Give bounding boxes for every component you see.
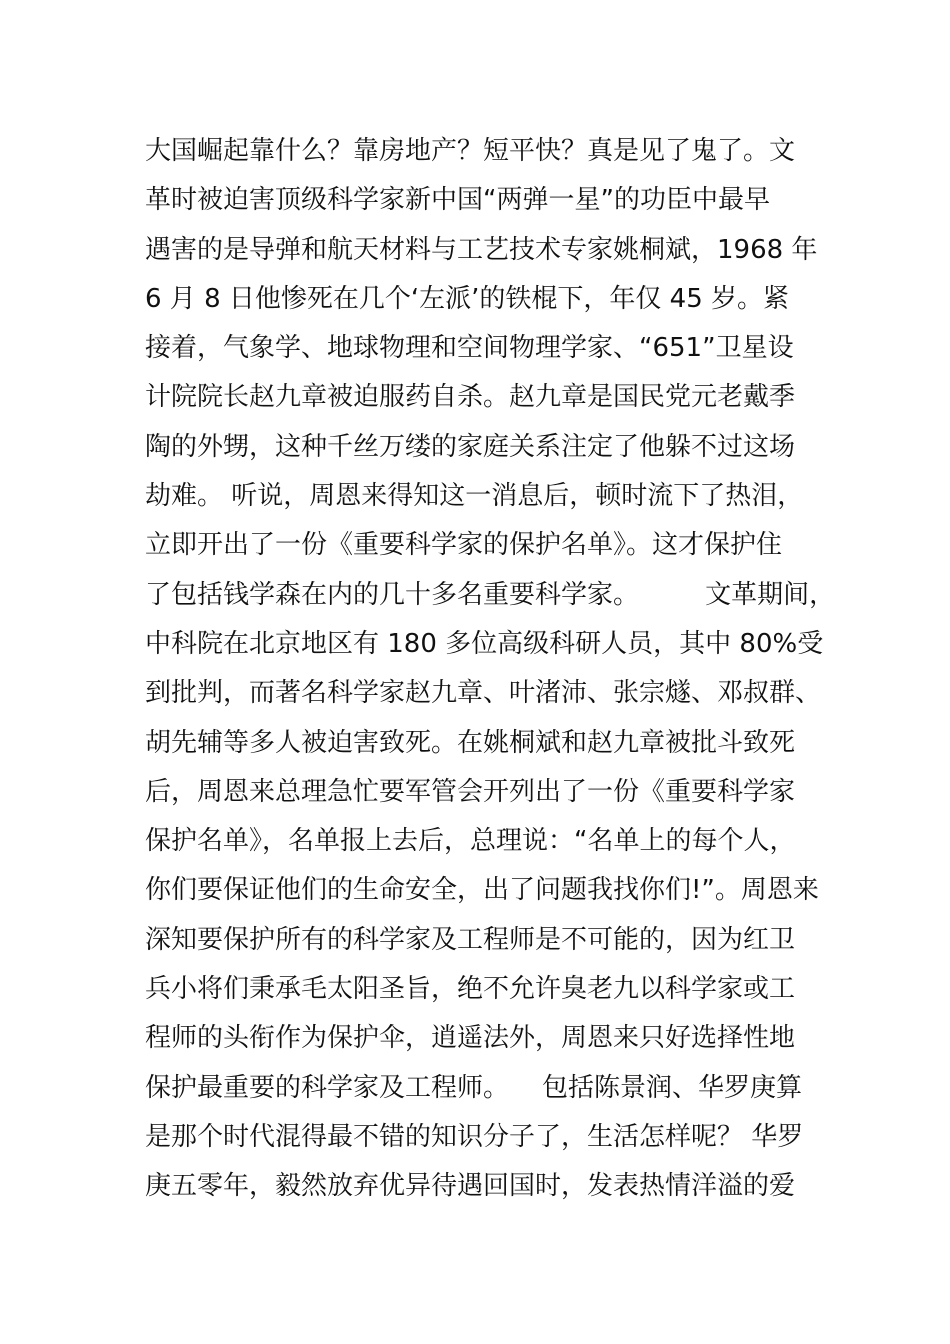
text-line: 庚五零年，毅然放弃优异待遇回国时，发表热情洋溢的爱 [145,1171,796,1202]
text-line: 深知要保护所有的科学家及工程师是不可能的，因为红卫 [145,924,796,955]
text-line: 保护名单》，名单报上去后，总理说：“名单上的每个人， [145,826,796,857]
text-line: 是那个时代混得最不错的知识分子了，生活怎样呢？ 华罗 [145,1121,804,1152]
text-line: 劫难。 听说，周恩来得知这一消息后，顿时流下了热泪， [145,481,804,512]
text-line: 后，周恩来总理急忙要军管会开列出了一份《重要科学家 [145,776,796,807]
text-line: 中科院在北京地区有 180 多位高级科研人员，其中 80%受 [145,628,824,659]
text-line: 革时被迫害顶级科学家新中国“两弹一星”的功臣中最早 [145,185,770,216]
text-line: 立即开出了一份《重要科学家的保护名单》。这才保护住 [145,530,783,561]
text-line: 接着，气象学、地球物理和空间物理学家、“651”卫星设 [145,333,794,364]
text-line: 兵小将们秉承毛太阳圣旨，绝不允许臭老九以科学家或工 [145,974,796,1005]
text-line: 程师的头衔作为保护伞，逍遥法外，周恩来只好选择性地 [145,1023,796,1054]
text-line: 你们要保证他们的生命安全，出了问题我找你们!”。周恩来 [145,875,819,906]
text-line: 胡先辅等多人被迫害致死。在姚桐斌和赵九章被批斗致死 [145,727,796,758]
text-line: 大国崛起靠什么？靠房地产？短平快？真是见了鬼了。文 [145,136,796,166]
text-line: 保护最重要的科学家及工程师。 包括陈景润、华罗庚算 [145,1072,803,1103]
text-line: 了包括钱学森在内的几十多名重要科学家。 文革期间， [145,579,836,610]
body-text [145,127,836,1212]
text-line: 计院院长赵九章被迫服药自杀。赵九章是国民党元老戴季 [145,382,796,413]
text-line: 遇害的是导弹和航天材料与工艺技术专家姚桐斌，1968 年 [145,234,818,265]
text-line: 到批判，而著名科学家赵九章、叶渚沛、张宗燧、邓叔群、 [145,678,822,709]
text-line: 6 月 8 日他惨死在几个‘左派’的铁棍下，年仅 45 岁。紧 [145,283,790,314]
text-line: 陶的外甥，这种千丝万缕的家庭关系注定了他躲不过这场 [145,431,796,462]
